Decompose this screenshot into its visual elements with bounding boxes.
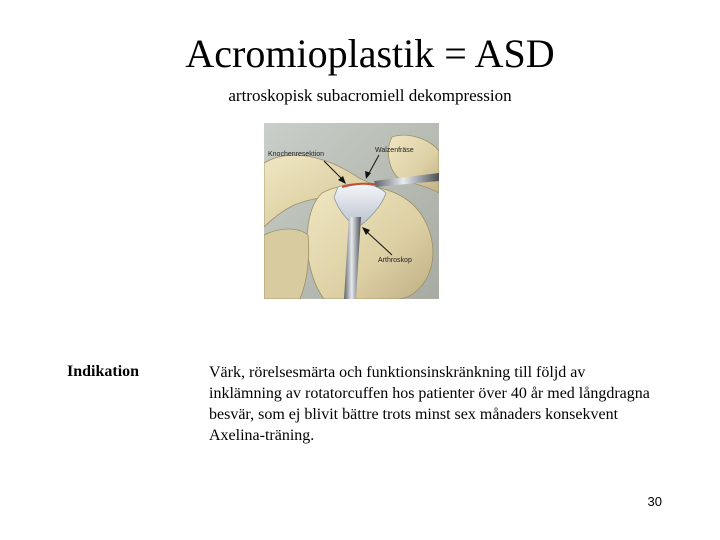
shoulder-arthroscopy-illustration	[264, 123, 439, 299]
label-burr: Walzenfräse	[375, 147, 414, 154]
label-arthroscope: Arthroskop	[378, 257, 412, 264]
indication-text: Värk, rörelsesmärta och funktionsinskränkning till följd av inklämning av rotatorcuffen hos patienter över 40 år med långdragna besvär, som ej blivit bättre trots minst sex månaders konsekvent Axelina-träning.	[209, 364, 650, 444]
page-number: 30	[647, 494, 662, 509]
slide-title: Acromioplastik = ASD	[185, 31, 555, 76]
label-bone-resection: Knochenresektion	[268, 151, 325, 158]
slide-subtitle: artroskopisk subacromiell dekompression	[228, 86, 512, 105]
indication-label: Indikation	[67, 363, 140, 380]
